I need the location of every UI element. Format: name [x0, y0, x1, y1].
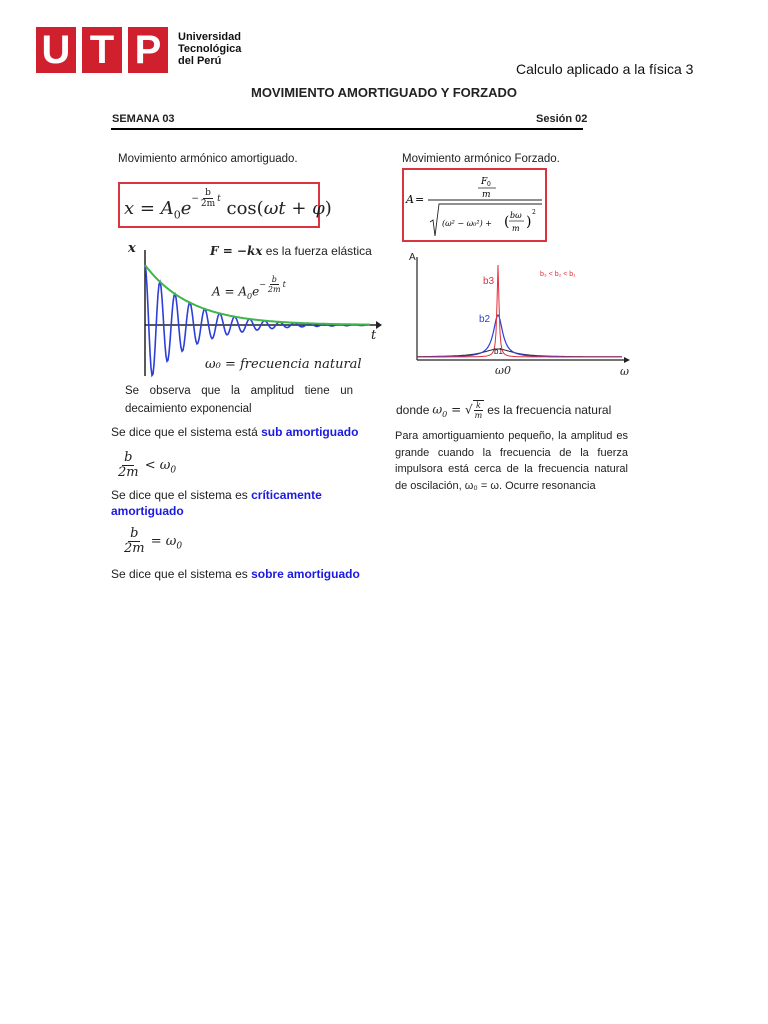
- axis-x-label: x: [128, 241, 136, 256]
- svg-text:): ): [526, 214, 532, 230]
- critical-term: críticamente amortiguado: [111, 488, 322, 518]
- damped-formula-box: [118, 182, 332, 228]
- svg-text:A: A: [406, 193, 414, 206]
- resonance-graph: [405, 255, 630, 365]
- force-eq: F = −kx: [210, 244, 263, 258]
- university-name: Universidad Tecnológica del Perú: [178, 31, 242, 67]
- axis-omega-label: ω: [620, 365, 629, 378]
- axis-t-label: t: [371, 328, 377, 343]
- natural-frequency-label: ω₀ = frecuencia natural: [205, 357, 362, 372]
- curve-label-b2: b2: [479, 314, 491, 325]
- damped-heading: Movimiento armónico amortiguado.: [118, 153, 298, 165]
- overdamped-text: Se dice que el sistema es: [111, 567, 248, 581]
- svg-text:bω: bω: [510, 211, 522, 220]
- curve-label-b1: b1: [494, 347, 503, 356]
- logo-letter-u: U: [36, 27, 76, 73]
- underdamped-line: [111, 425, 358, 439]
- observe-text: Se observa que la amplitud tiene un decaimiento exponencial: [125, 385, 353, 415]
- logo-letter-p: P: [128, 27, 168, 73]
- force-text: es la fuerza elástica: [265, 244, 372, 258]
- header-divider: [111, 128, 583, 130]
- underdamped-term: sub amortiguado: [261, 425, 359, 439]
- logo-letter-t: T: [82, 27, 122, 73]
- resonance-paragraph: Para amortiguamiento pequeño, la amplitud es grande cuando la frecuencia de la fuerza impulsora está cerca de la frecuencia natural de oscilación, ω₀ = ω. Ocurre resonancia: [395, 430, 628, 492]
- svg-text:(ω² − ω₀²) +: (ω² − ω₀²) +: [442, 219, 492, 228]
- week-label: SEMANA 03: [112, 113, 175, 125]
- underdamped-condition: $\frac{b}{2m}$ < $\omega_0$: [118, 450, 177, 480]
- svg-text:(: (: [504, 214, 510, 230]
- critical-text: Se dice que el sistema es: [111, 488, 248, 502]
- force-equation: [210, 244, 372, 258]
- overdamped-line: [111, 567, 360, 581]
- critical-line: [111, 487, 341, 519]
- forced-heading: Movimiento armónico Forzado.: [402, 153, 560, 165]
- axis-a-label: A: [409, 252, 416, 263]
- page-title: MOVIMIENTO AMORTIGUADO Y FORZADO: [250, 85, 518, 100]
- natural-post: es la frecuencia natural: [487, 403, 612, 417]
- amplitude-equation: $A = A_0e^{- \frac{b}{2m} t}$: [212, 275, 286, 301]
- svg-text:F: F: [481, 177, 488, 187]
- critical-condition: $\frac{b}{2m}$ = $\omega_0$: [124, 526, 183, 556]
- underdamped-text: Se dice que el sistema está: [111, 425, 258, 439]
- natural-pre: donde: [396, 403, 430, 417]
- natural-frequency-line: donde $\omega_0$ = √ $\frac{k}{m}$ es la frecuencia natural: [396, 401, 612, 420]
- damping-legend: b₃ < b₂ < b₁: [540, 271, 576, 278]
- svg-text:m: m: [482, 190, 491, 200]
- svg-text:=: =: [415, 193, 425, 206]
- damped-formula: $x = A_0e^{- \frac{b}{2m} t}$ cos(ωt + φ): [124, 188, 332, 222]
- svg-text:0: 0: [487, 181, 491, 188]
- svg-text:m: m: [512, 224, 520, 233]
- forced-formula: [404, 170, 545, 240]
- overdamped-term: sobre amortiguado: [251, 567, 360, 581]
- course-name: Calculo aplicado a la física 3: [516, 61, 694, 77]
- session-label: Sesión 02: [536, 113, 588, 125]
- curve-label-b3: b3: [483, 276, 495, 287]
- forced-formula-box: [402, 168, 547, 242]
- omega0-tick-label: ω0: [495, 364, 511, 377]
- svg-text:2: 2: [532, 209, 536, 216]
- amp-eq: A = A: [212, 284, 248, 299]
